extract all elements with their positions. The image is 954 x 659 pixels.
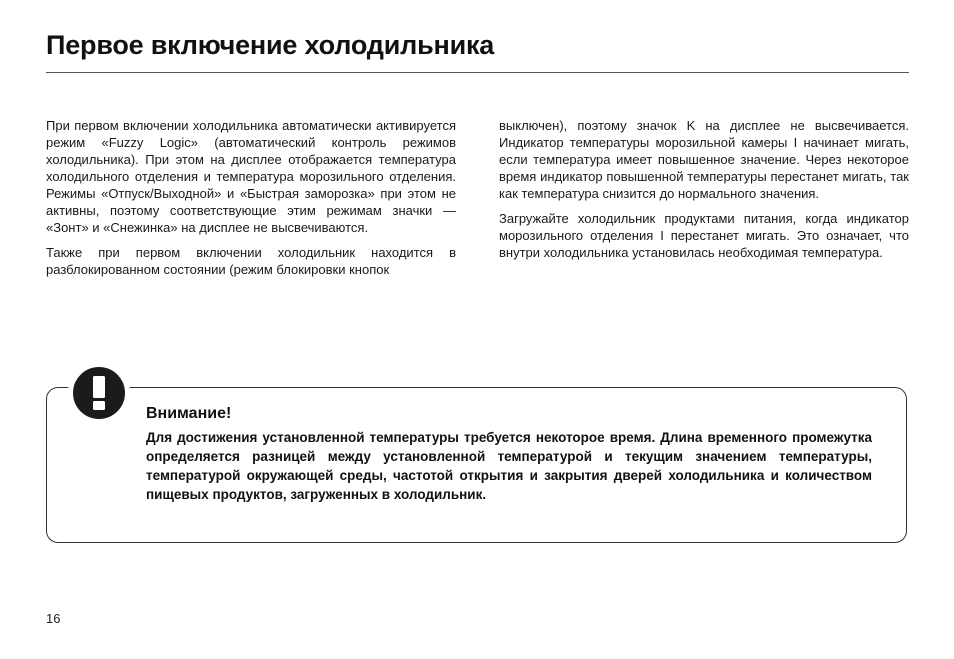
left-paragraph-1: При первом включении холодильника автоматически активируется режим «Fuzzy Logic» (автоматический контроль режимов холодильника). При этом на дисплее отображается температура холодильного отделения и температура морозильного отделения. Режимы «Отпуск/Выходной» и «Быстрая заморозка» при этом не активны, поэтому соответствующие этим режимам значки — «Зонт» и «Снежинка» на дисплее не высвечиваются. <box>46 118 456 235</box>
title-divider <box>46 72 909 73</box>
left-column <box>46 117 456 286</box>
warning-title: Внимание! <box>146 405 232 422</box>
right-column <box>499 117 909 269</box>
left-paragraph-2: Также при первом включении холодильник находится в разблокированном состоянии (режим блокировки кнопок <box>46 245 456 277</box>
page-title: Первое включение холодильника <box>46 30 495 60</box>
page-number: 16 <box>46 611 61 626</box>
warning-text: Для достижения установленной температуры требуется некоторое время. Длина временного промежутка определяется разницей между установленной температурой и текущим значением температуры, температурой окружающей среды, частотой открытия и закрытия дверей холодильника и количеством пищевых продуктов, загруженных в холодильник. <box>146 430 872 502</box>
right-paragraph-1: выключен), поэтому значок K на дисплее не высвечивается. Индикатор температуры морозильной камеры I начинает мигать, если температура имеет повышенное значение. Через некоторое время индикатор повышенной температуры перестанет мигать, так как температура снизится до нормального значения. <box>499 118 909 201</box>
exclamation-icon <box>68 362 130 424</box>
right-paragraph-2: Загружайте холодильник продуктами питания, когда индикатор морозильного отделения I перестанет мигать. Это означает, что внутри холодильника установилась необходимая температура. <box>499 211 909 260</box>
